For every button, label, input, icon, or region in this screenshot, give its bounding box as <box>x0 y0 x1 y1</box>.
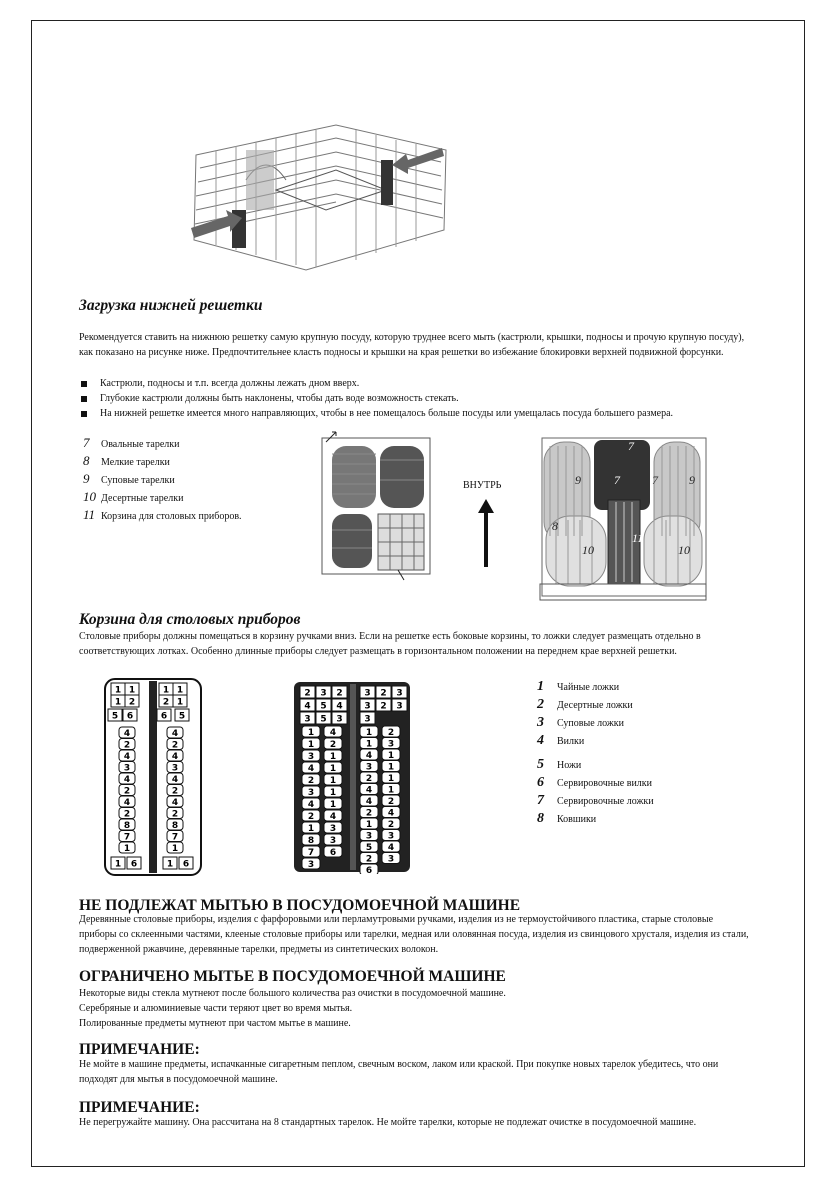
basket-cell-number: 4 <box>123 775 131 785</box>
basket-cell-number: 2 <box>162 697 170 708</box>
lower-rack-loaded <box>534 436 710 602</box>
rack-number: 7 <box>628 439 634 453</box>
basket-cell-number: 5 <box>111 711 119 722</box>
basket-cell-number: 6 <box>126 711 134 722</box>
bullet-icon <box>81 381 87 387</box>
dish-legend <box>83 435 242 525</box>
basket-cell-number: 3 <box>365 831 373 842</box>
rack-illustration <box>186 110 454 282</box>
basket-cell-number: 4 <box>365 797 373 807</box>
basket-cell-number: 4 <box>365 785 373 796</box>
basket-cell-number: 4 <box>387 808 395 819</box>
legend-item: 8 Мелкие тарелки <box>83 453 170 468</box>
basket-cell-number: 8 <box>307 836 315 846</box>
basket-cell-number: 5 <box>320 701 327 712</box>
basket-cell-number: 3 <box>307 788 315 798</box>
basket-cell-number: 3 <box>329 836 337 846</box>
basket-cell-number: 5 <box>320 714 327 725</box>
rack-number: 9 <box>689 473 695 487</box>
limited-line: Некоторые виды стекла мутнеют после большого количества раз очистки в посудомоечной машине. <box>79 988 506 999</box>
basket-cell-number: 1 <box>365 739 373 750</box>
basket-cell-number: 1 <box>329 764 337 774</box>
legend-item: 7 Овальные тарелки <box>83 435 180 450</box>
bullet-icon <box>81 396 87 402</box>
basket-cell-number: 2 <box>171 809 179 820</box>
lower-rack-paragraph: Рекомендуется ставить на нижнюю решетку самую крупную посуду, которую труднее всего мыть (кастрюли, крышки, подносы и прочую крупную посуду), как показано на рисунке ниже. Предпочтительнее класть подносы и крышки на края решетки во избежание блокировки верхней подвижной форсунки. <box>79 332 745 358</box>
rack-number: 10 <box>582 543 594 557</box>
basket-cell-number: 4 <box>171 798 179 808</box>
basket-cell-number: 2 <box>329 740 337 750</box>
rack-number: 7 <box>614 473 620 487</box>
limited-line: Полированные предметы мутнеют при частом мытье в машине. <box>79 1018 351 1029</box>
basket-cell-number: 3 <box>320 688 327 699</box>
basket-cell-number: 6 <box>130 859 138 870</box>
basket-cell-number: 1 <box>387 762 395 773</box>
rack-number: 8 <box>552 519 558 533</box>
basket-cell-number: 1 <box>128 685 136 696</box>
basket-cell-number: 3 <box>396 701 403 712</box>
basket-cell-number: 4 <box>329 812 337 822</box>
bullet-item: Кастрюли, подносы и т.п. всегда должны лежать дном вверх. <box>79 376 759 391</box>
basket-cell-number: 4 <box>336 701 343 712</box>
basket-cell-number: 5 <box>178 711 186 722</box>
basket-cell-number: 3 <box>365 762 373 773</box>
basket-cell-number: 6 <box>329 848 337 858</box>
cutlery-paragraph: Столовые приборы должны помещаться в корзину ручками вниз. Если на решетке есть боковые корзины, то ложки следует размещать отдельно в соответствующих лотках. Особенно длинные приборы следует размещать в горизонтальном положении на переднем крае верхней решетки. <box>79 631 701 657</box>
basket-cell-number: 3 <box>307 860 315 870</box>
basket-cell-number: 1 <box>114 859 122 870</box>
basket-cell-number: 1 <box>307 728 315 738</box>
legend-item: 6 Сервировочные вилки <box>537 775 653 790</box>
basket-cell-number: 2 <box>387 820 395 830</box>
basket-cell-number: 8 <box>123 821 131 831</box>
note-title: ПРИМЕЧАНИЕ: <box>79 1041 200 1058</box>
limited-lines <box>79 986 749 1031</box>
legend-item: 1 Чайные ложки <box>537 679 620 694</box>
basket-cell-number: 5 <box>365 843 373 853</box>
basket-cell-number: 1 <box>329 776 337 786</box>
legend-item: 9 Суповые тарелки <box>83 471 175 486</box>
basket-cell-number: 2 <box>380 688 387 699</box>
legend-item: 4 Вилки <box>537 733 585 748</box>
basket-cell-number: 1 <box>329 788 337 798</box>
basket-cell-number: 3 <box>387 831 395 842</box>
basket-cell-number: 2 <box>387 797 395 807</box>
basket-cell-number: 1 <box>387 774 395 784</box>
inside-label: ВНУТРЬ <box>463 480 502 491</box>
cutlery-basket-diagram-2 <box>292 680 412 874</box>
not-washable-paragraph: Деревянные столовые приборы, изделия с фарфоровыми или перламутровыми ручками, изделия из не термоустойчивого пластика, старые столовые приборы со склеенными частями, клееные столовые приборы или тарелки, медная или оловянная посуда, изделия из свинцового хрусталя, изделия из стали, подверженной ржавчине, деревянные тарелки, предметы из синтетических волокон. <box>79 914 749 955</box>
basket-cell-number: 3 <box>171 763 179 774</box>
basket-cell-number: 1 <box>307 740 315 750</box>
basket-cell-number: 1 <box>176 685 184 696</box>
basket-cell-number: 2 <box>307 812 315 822</box>
basket-cell-number: 7 <box>171 832 179 843</box>
basket-cell-number: 1 <box>171 844 179 854</box>
legend-item: 3 Суповые ложки <box>537 715 625 730</box>
basket-cell-number: 3 <box>364 714 371 725</box>
basket-cell-number: 3 <box>336 714 343 725</box>
basket-cell-number: 3 <box>307 752 315 762</box>
basket-cell-number: 1 <box>365 820 373 830</box>
basket-cell-number: 3 <box>396 688 403 699</box>
cutlery-basket-diagram-1 <box>103 677 203 877</box>
basket-cell-number: 2 <box>365 774 373 784</box>
basket-cell-number: 1 <box>123 844 131 854</box>
legend-item: 11 Корзина для столовых приборов. <box>83 507 242 522</box>
basket-cell-number: 3 <box>387 854 395 865</box>
basket-cell-number: 4 <box>387 843 395 853</box>
basket-cell-number: 6 <box>182 859 190 870</box>
basket-cell-number: 4 <box>123 729 131 739</box>
basket-cell-number: 6 <box>365 866 373 874</box>
basket-cell-number: 1 <box>166 859 174 870</box>
basket-cell-number: 4 <box>307 764 315 774</box>
rack-number: 11 <box>632 531 644 545</box>
basket-cell-number: 1 <box>114 685 122 696</box>
basket-cell-number: 3 <box>387 739 395 750</box>
basket-cell-number: 3 <box>364 688 371 699</box>
lower-rack-top-view <box>318 430 434 582</box>
limited-line: Серебряные и алюминиевые части теряют цвет во время мытья. <box>79 1003 353 1014</box>
basket-cell-number: 3 <box>123 763 131 774</box>
basket-cell-number: 3 <box>304 714 311 725</box>
basket-cell-number: 4 <box>171 775 179 785</box>
note-title: ПРИМЕЧАНИЕ: <box>79 1099 200 1116</box>
basket-cell-number: 4 <box>123 752 131 762</box>
basket-cell-number: 1 <box>307 824 315 834</box>
basket-cell-number: 1 <box>387 751 395 761</box>
basket-cell-number: 2 <box>336 688 343 699</box>
bullet-item: Глубокие кастрюли должны быть наклонены, чтобы дать воде возможность стекать. <box>79 391 759 406</box>
note-paragraph: Не мойте в машине предметы, испачканные сигаретным пеплом, свечным воском, лаком или краской. При покупке новых тарелок убедитесь, что они подходят для мытья в посудомоечной машине. <box>79 1059 719 1085</box>
basket-cell-number: 3 <box>364 701 371 712</box>
bullet-item: На нижней решетке имеется много направляющих, чтобы в нее помещалось больше посуды или умещалась посуда большего размера. <box>79 406 759 421</box>
basket-cell-number: 4 <box>304 701 311 712</box>
basket-cell-number: 4 <box>123 798 131 808</box>
section-title-lower-rack: Загрузка нижней решетки <box>79 297 263 314</box>
basket-cell-number: 6 <box>160 711 168 722</box>
basket-cell-number: 4 <box>307 800 315 810</box>
section-title-cutlery-basket: Корзина для столовых приборов <box>79 611 301 628</box>
basket-cell-number: 4 <box>171 729 179 739</box>
basket-cell-number: 2 <box>128 697 136 708</box>
basket-cell-number: 3 <box>329 824 337 834</box>
legend-item: 5 Ножи <box>537 757 582 772</box>
legend-item: 2 Десертные ложки <box>537 697 633 712</box>
basket-cell-number: 2 <box>387 728 395 738</box>
basket-cell-number: 2 <box>123 809 131 820</box>
inside-arrow-icon <box>478 499 494 567</box>
rack-number: 7 <box>652 473 658 487</box>
legend-item: 10 Десертные тарелки <box>83 489 184 504</box>
basket-cell-number: 2 <box>307 776 315 786</box>
basket-divider <box>350 684 356 870</box>
basket-cell-number: 4 <box>171 752 179 762</box>
rack-number: 10 <box>678 543 690 557</box>
basket-cell-number: 1 <box>329 800 337 810</box>
basket-cell-number: 2 <box>171 740 179 751</box>
bullet-icon <box>81 411 87 417</box>
basket-cell-number: 1 <box>162 685 170 696</box>
note-paragraph: Не перегружайте машину. Она рассчитана на 8 стандартных тарелок. Не мойте тарелки, которые не подлежат очистке в посудомоечной машине. <box>79 1117 697 1128</box>
section-title-not-washable: НЕ ПОДЛЕЖАТ МЫТЬЮ В ПОСУДОМОЕЧНОЙ МАШИНЕ <box>79 897 521 914</box>
basket-cell-number: 1 <box>114 697 122 708</box>
basket-cell-number: 2 <box>171 786 179 797</box>
basket-cell-number: 7 <box>307 848 315 858</box>
section-title-limited: ОГРАНИЧЕНО МЫТЬЕ В ПОСУДОМОЕЧНОЙ МАШИНЕ <box>79 968 506 985</box>
cutlery-legend <box>537 679 654 829</box>
basket-cell-number: 1 <box>176 697 184 708</box>
basket-cell-number: 2 <box>365 854 373 865</box>
basket-cell-number: 1 <box>365 728 373 738</box>
basket-cell-number: 1 <box>387 785 395 796</box>
legend-item: 7 Сервировочные ложки <box>537 793 654 808</box>
basket-divider <box>149 681 157 873</box>
rack-number: 9 <box>575 473 581 487</box>
basket-cell-number: 8 <box>171 821 179 831</box>
legend-item: 8 Ковшики <box>537 811 597 826</box>
basket-cell-number: 4 <box>329 728 337 738</box>
basket-cell-number: 2 <box>380 701 387 712</box>
basket-cell-number: 2 <box>123 740 131 751</box>
basket-cell-number: 2 <box>123 786 131 797</box>
basket-cell-number: 1 <box>329 752 337 762</box>
bullet-list <box>79 376 759 421</box>
basket-cell-number: 7 <box>123 832 131 843</box>
basket-cell-number: 4 <box>365 751 373 761</box>
basket-cell-number: 2 <box>365 808 373 819</box>
basket-cell-number: 2 <box>304 688 311 699</box>
